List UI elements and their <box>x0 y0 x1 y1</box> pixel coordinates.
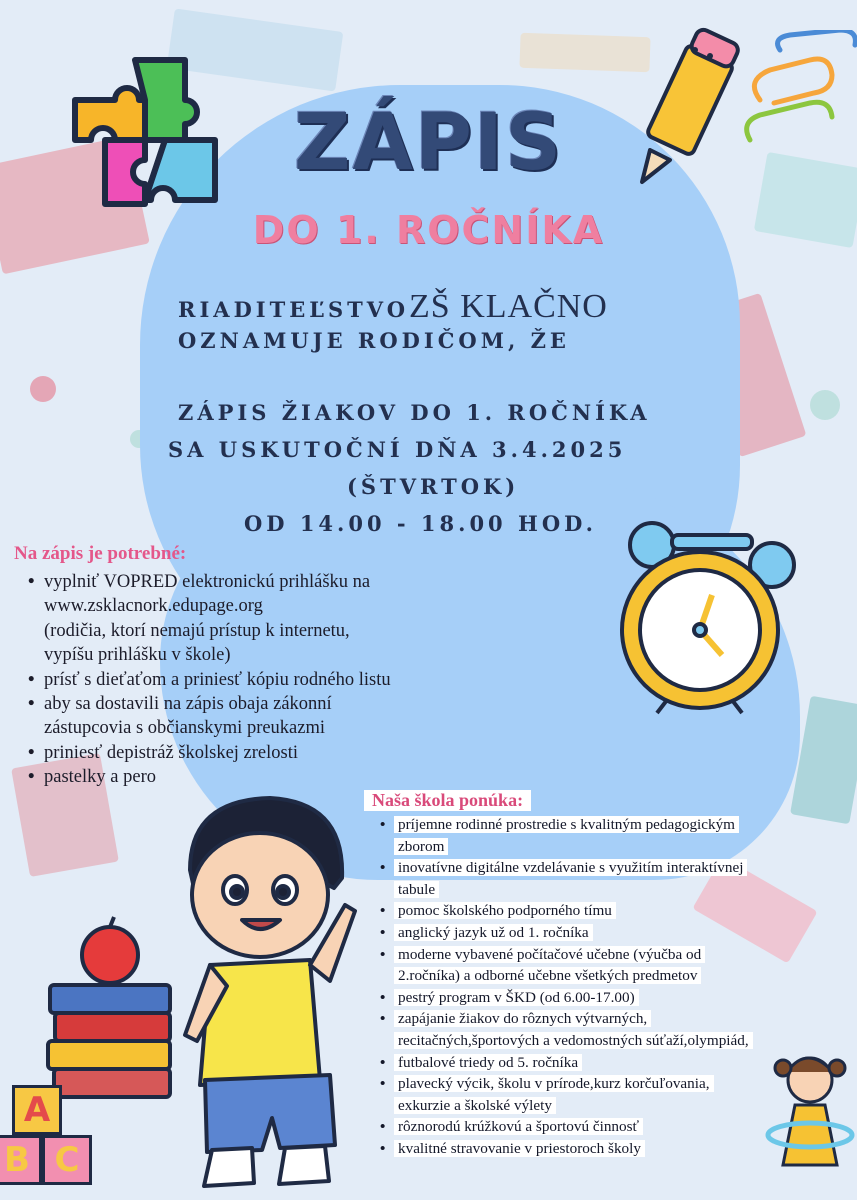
list-item <box>378 857 848 900</box>
list-item-text: tabule <box>394 881 439 898</box>
list-item-text: kvalitné stravovanie v priestoroch školy <box>394 1140 645 1157</box>
page-subtitle: DO 1. ROČNÍKA <box>252 208 605 252</box>
list-item-text: recitačných,športových a vedomostných súťaží,olympiád, <box>394 1032 753 1049</box>
abc-blocks <box>0 1085 110 1200</box>
list-item-text: príjemne rodinné prostredie s kvalitným pedagogickým <box>394 816 739 833</box>
list-item-text: • pastelky a pero <box>44 767 156 788</box>
list-item-text: • prísť s dieťaťom a priniesť kópiu rodného listu <box>44 669 391 690</box>
announcement-line-4: SA USKUTOČNÍ DŇA 3.4.2025 <box>168 437 627 462</box>
list-item <box>378 944 848 987</box>
list-item <box>28 668 488 692</box>
requirements-list <box>28 570 488 790</box>
list-item-text: rôznorodú krúžkovú a športovú činnosť <box>394 1118 643 1135</box>
announcement-line-2: OZNAMUJE RODIČOM, ŽE <box>178 328 570 353</box>
list-item-text: futbalové triedy od 5. ročníka <box>394 1054 582 1071</box>
letter-block: A <box>12 1085 62 1135</box>
list-item-text: • vyplniť VOPRED elektronickú prihlášku na <box>44 572 371 592</box>
list-item <box>28 765 488 789</box>
school-name: ZŠ KLAČNO <box>409 288 608 325</box>
list-item-text: www.zsklacnork.edupage.org <box>44 596 263 617</box>
boy-illustration <box>150 790 380 1190</box>
list-item <box>378 922 848 944</box>
alarm-clock-icon <box>612 505 812 715</box>
list-item-text: moderne vybavené počítačové učebne (výučba od <box>394 946 705 963</box>
list-item-text: anglický jazyk už od 1. ročníka <box>394 924 593 941</box>
list-item <box>378 814 848 857</box>
list-item-text: 2.ročníka) a odborné učebne všetkých predmetov <box>394 967 701 984</box>
list-item-text: pestrý program v ŠKD (od 6.00-17.00) <box>394 989 639 1006</box>
decor-dot <box>810 390 840 420</box>
offer-title <box>364 790 531 811</box>
list-item-text: zástupcovia s občianskymi preukazmi <box>44 718 326 739</box>
announcement-line-6: OD 14.00 - 18.00 HOD. <box>244 511 597 536</box>
requirements-title: Na zápis je potrebné: <box>14 543 187 564</box>
list-item-text: vypíšu prihlášku v škole) <box>44 645 231 666</box>
list-item-text: plavecký výcik, školu v prírode,kurz korčuľovania, <box>394 1075 714 1092</box>
decor-dot <box>30 376 56 402</box>
list-item-text: zborom <box>394 838 448 855</box>
list-item <box>378 987 848 1009</box>
announcement-line-1 <box>178 288 608 326</box>
list-item-text: • aby sa dostavili na zápis obaja zákonní <box>44 694 332 715</box>
announcement-prefix: RIADITEĽSTVO <box>178 297 410 322</box>
list-item-text: exkurzie a školské výlety <box>394 1097 556 1114</box>
list-item-text: (rodičia, ktorí nemajú prístup k internetu, <box>44 620 350 641</box>
announcement-line-3: ZÁPIS ŽIAKOV DO 1. ROČNÍKA <box>178 400 651 425</box>
list-item <box>28 692 488 741</box>
girl-illustration <box>765 1050 857 1200</box>
list-item <box>28 741 488 765</box>
letter-block: B <box>0 1135 42 1185</box>
announcement-line-5: (ŠTVRTOK) <box>347 474 520 499</box>
list-item <box>28 570 488 668</box>
list-item-text: • priniesť depistráž školskej zrelosti <box>44 742 298 763</box>
list-item-text: zapájanie žiakov do rôznych výtvarných, <box>394 1010 651 1027</box>
list-item <box>378 1008 848 1051</box>
page-title: ZÁPIS <box>293 98 564 188</box>
letter-block: C <box>42 1135 92 1185</box>
list-item-text: inovatívne digitálne vzdelávanie s využitím interaktívnej <box>394 859 747 876</box>
list-item-text: pomoc školského podporného tímu <box>394 902 616 919</box>
list-item <box>378 900 848 922</box>
offer-title-text: Naša škola ponúka: <box>372 790 524 810</box>
